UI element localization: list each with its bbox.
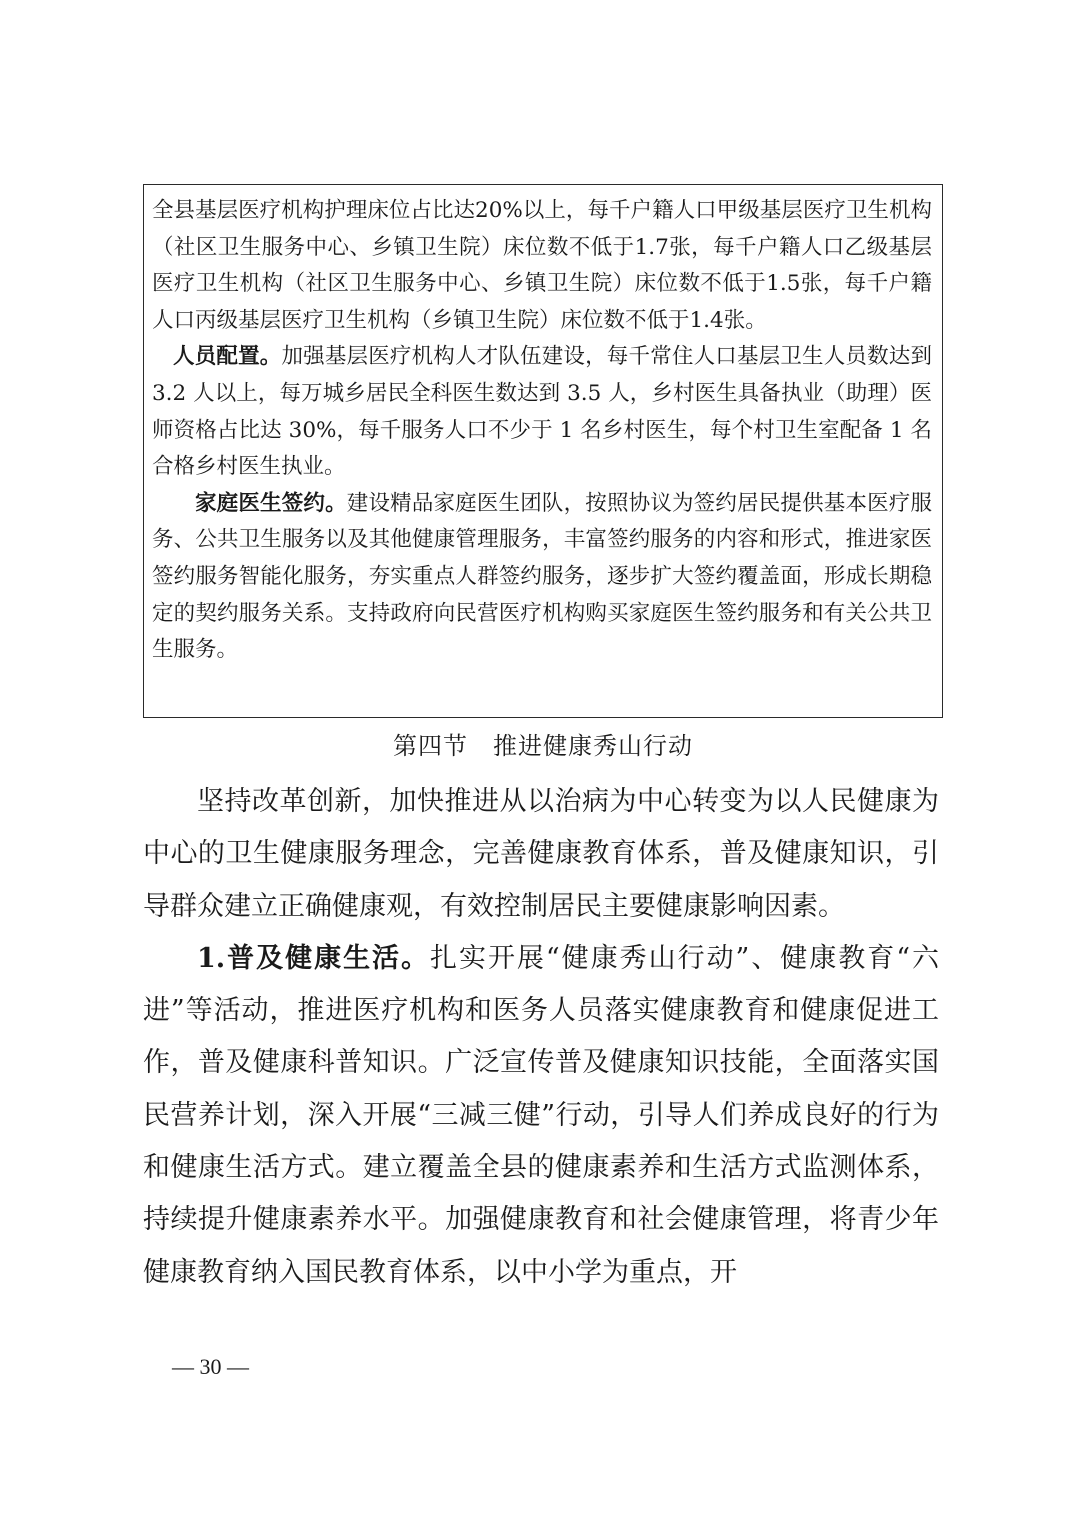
page-number: — 30 —: [172, 1354, 249, 1379]
section-title: 第四节 推进健康秀山行动: [393, 732, 693, 760]
body-paragraph-healthy-living: [143, 933, 939, 1299]
staffing-text: 加强基层医疗机构人才队伍建设，每千常住人口基层卫生人员数达到 3.2 人以上，每万城乡居民全科医生数达到 3.5 人，乡村医生具备执业（助理）医师资格占比达 30%，每千服务人口不少于 1 名乡村医生，每个村卫生室配备 1 名合格乡村医生执业。: [152, 344, 932, 480]
staffing-heading: 人员配置。: [173, 344, 282, 370]
main-body-text: [143, 776, 939, 1299]
box-paragraph-family-doctor: [152, 486, 932, 669]
healthy-living-heading: 1.普及健康生活。: [197, 942, 430, 974]
family-doctor-text: 建设精品家庭医生团队，按照协议为签约居民提供基本医疗服务、公共卫生服务以及其他健康管理服务，丰富签约服务的内容和形式，推进家医签约服务智能化服务，夯实重点人群签约服务，逐步扩大签约覆盖面，形成长期稳定的契约服务关系。支持政府向民营医疗机构购买家庭医生签约服务和有关公共卫生服务。: [152, 490, 932, 663]
healthy-living-text: 扎实开展“健康秀山行动”、健康教育“六进”等活动，推进医疗机构和医务人员落实健康教育和健康促进工作，普及健康科普知识。广泛宣传普及健康知识技能，全面落实国民营养计划，深入开展“三减三健”行动，引导人们养成良好的行为和健康生活方式。建立覆盖全县的健康素养和生活方式监测体系，持续提升健康素养水平。加强健康教育和社会健康管理，将青少年健康教育纳入国民教育体系，以中小学为重点，开: [143, 942, 939, 1288]
box-paragraph-staffing: [152, 339, 932, 485]
policy-text-box: [143, 184, 943, 718]
box-paragraph-beds: 全县基层医疗机构护理床位占比达20%以上，每千户籍人口甲级基层医疗卫生机构（社区卫生服务中心、乡镇卫生院）床位数不低于1.7张，每千户籍人口乙级基层医疗卫生机构（社区卫生服务中心、乡镇卫生院）床位数不低于1.5张，每千户籍人口丙级基层医疗卫生机构（乡镇卫生院）床位数不低于1.4张。: [152, 198, 932, 333]
body-paragraph-intro: 坚持改革创新，加快推进从以治病为中心转变为以人民健康为中心的卫生健康服务理念，完善健康教育体系，普及健康知识，引导群众建立正确健康观，有效控制居民主要健康影响因素。: [143, 786, 939, 922]
family-doctor-heading: 家庭医生签约。: [195, 490, 347, 516]
